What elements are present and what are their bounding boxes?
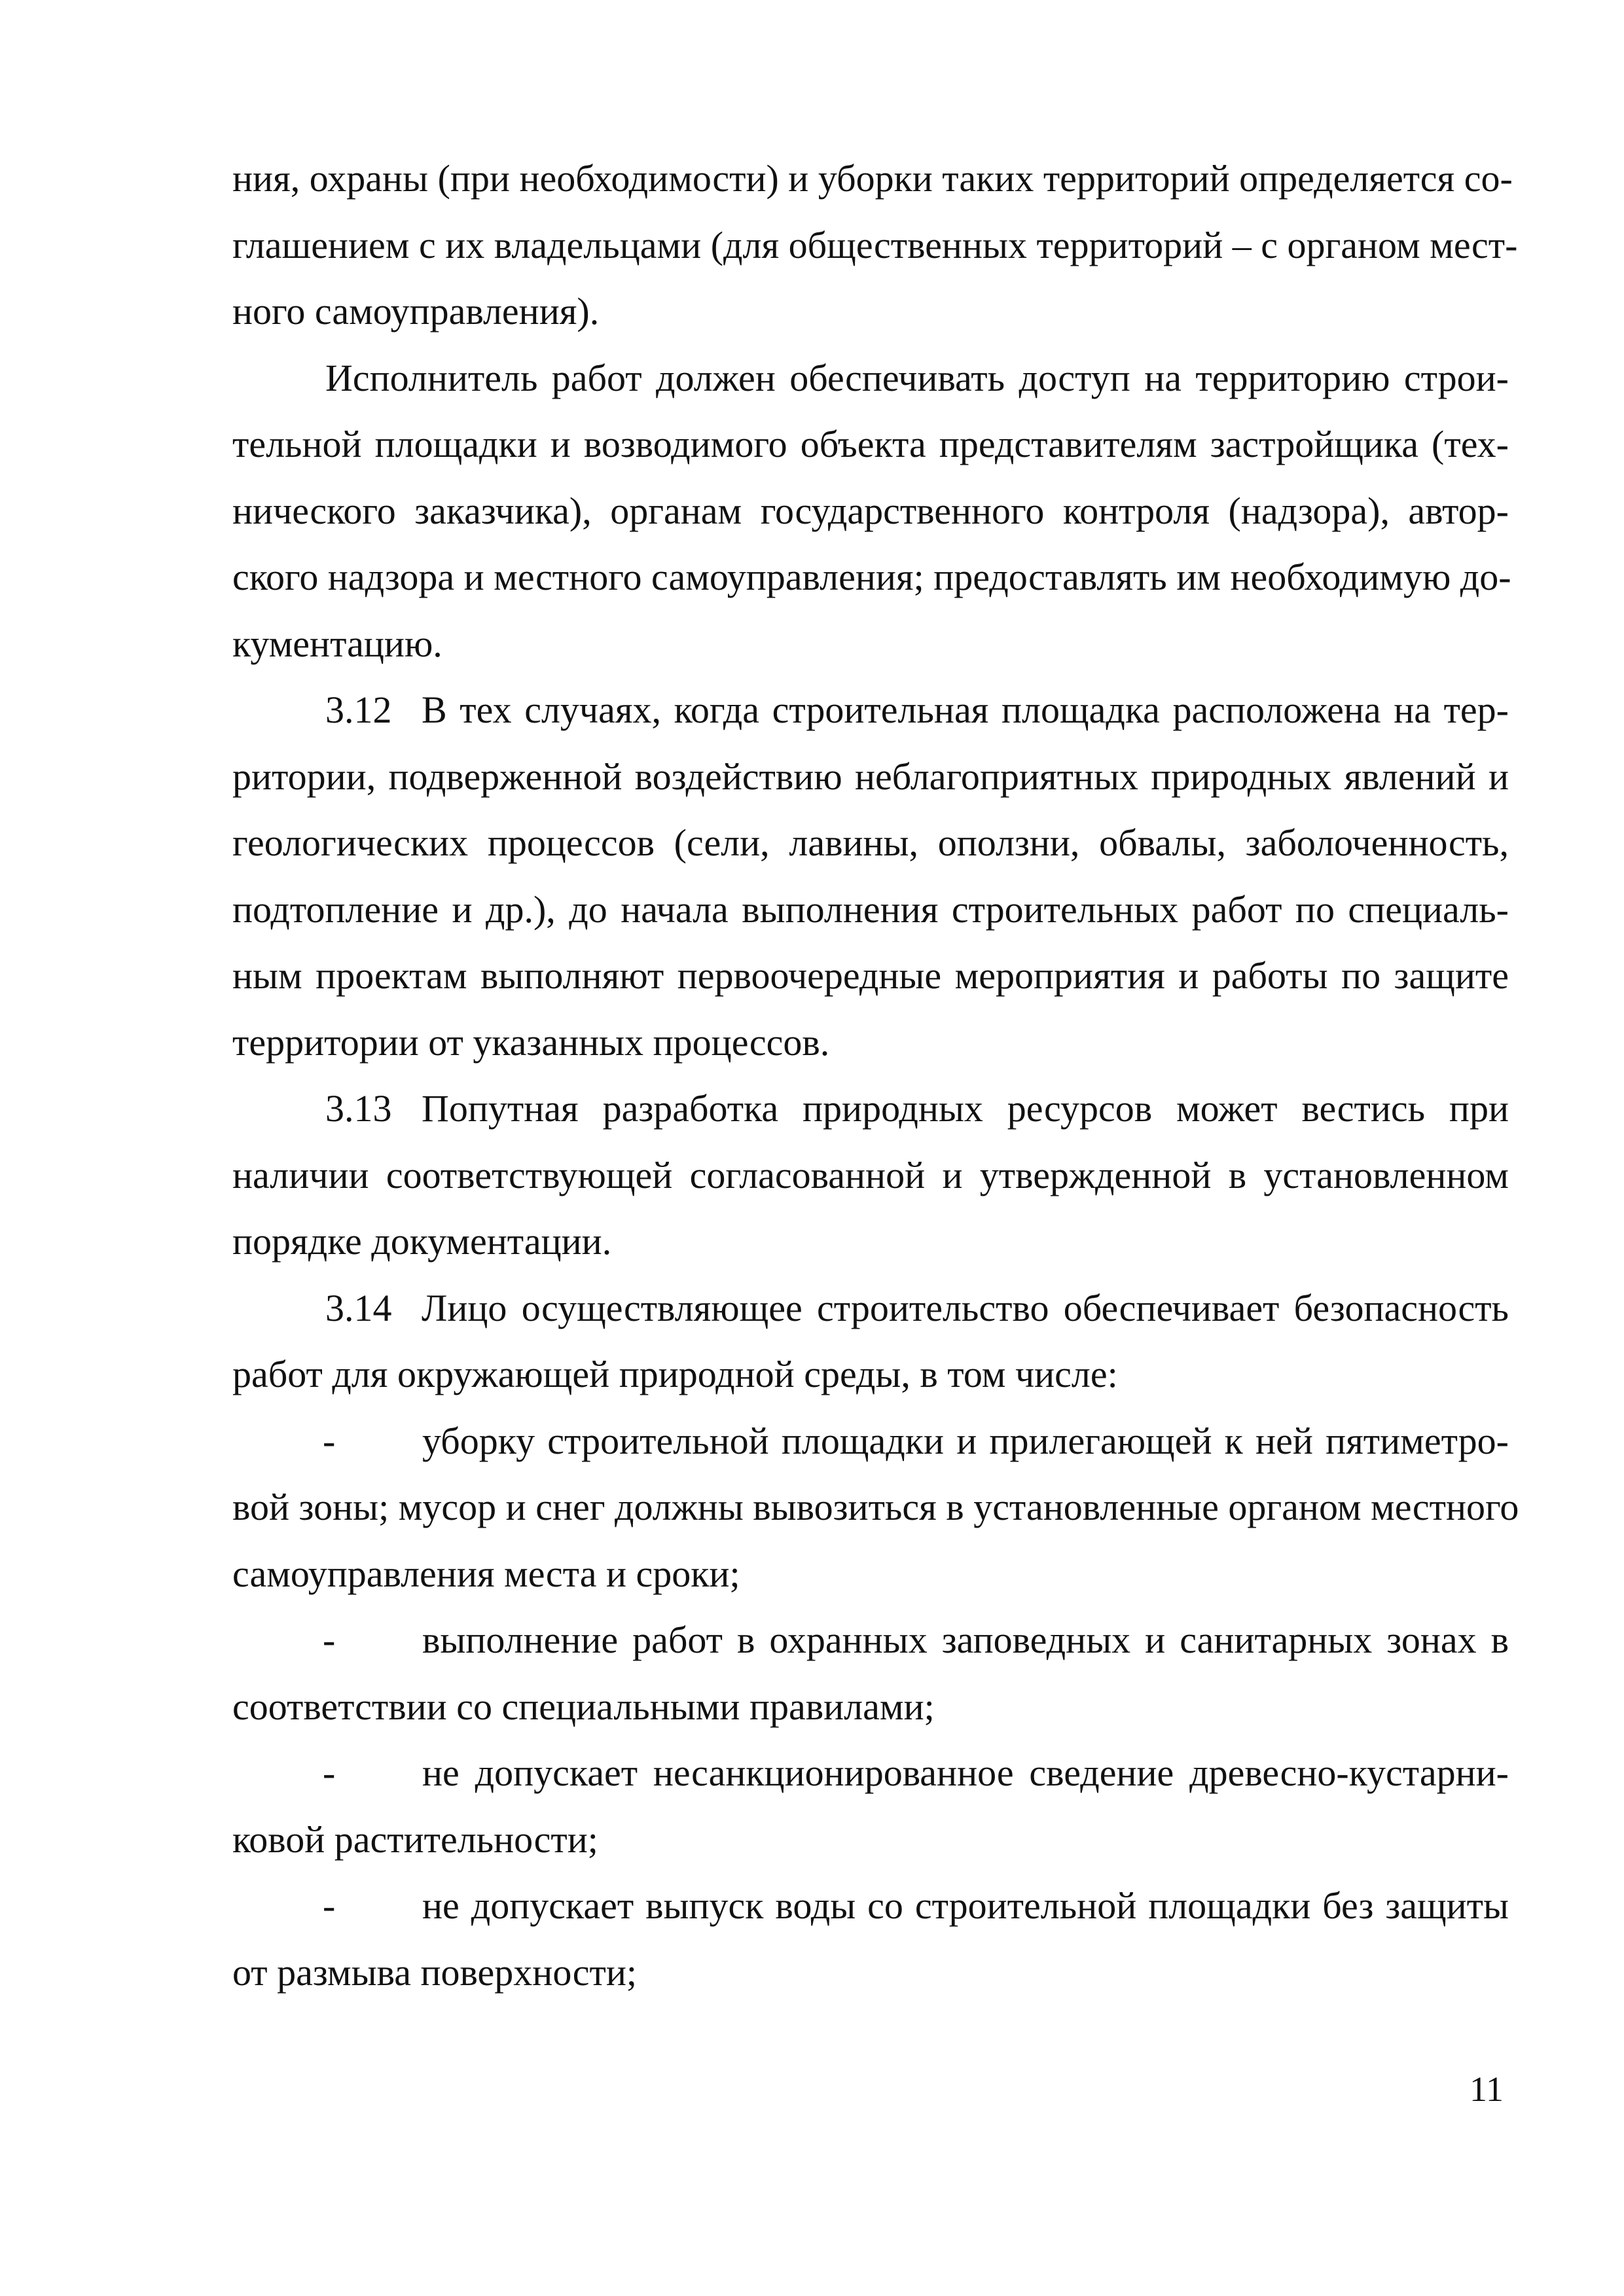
list-dash: - [323, 1619, 336, 1661]
text-line: геологических процессов (сели, лавины, оползни, обвалы, заболоченность, [232, 821, 1509, 864]
text-line: вой зоны; мусор и снег должны вывозиться в установленные органом местного [232, 1486, 1519, 1528]
document-page [232, 145, 1519, 2005]
clause-3-13-first-line [232, 1075, 1509, 1142]
text-line: подтопление и др.), до начала выполнения строительных работ по специаль- [232, 888, 1509, 931]
text-line: ритории, подверженной воздействию неблагоприятных природных явлений и [232, 755, 1509, 798]
list-item [232, 1740, 1509, 1806]
text-line: ковой растительности; [232, 1818, 598, 1861]
text-line: ния, охраны (при необходимости) и уборки таких территорий определяется со- [232, 157, 1513, 200]
text-line: нического заказчика), органам государственного контроля (надзора), автор- [232, 489, 1509, 532]
list-item-text: не допускает несанкционированное сведение древесно-кустарни- [422, 1751, 1509, 1794]
text-line: территории от указанных процессов. [232, 1020, 830, 1064]
text-line: самоуправления места и сроки; [232, 1552, 740, 1595]
clause-number: 3.12 [325, 689, 392, 731]
text-line: глашением с их владельцами (для общественных территорий – с органом мест- [232, 223, 1518, 266]
clause-text: Лицо осуществляющее строительство обеспечивает безопасность [422, 1286, 1509, 1329]
list-dash: - [323, 1751, 336, 1794]
text-line: работ для окружающей природной среды, в том числе: [232, 1353, 1118, 1395]
clause-number: 3.14 [325, 1286, 392, 1329]
clause-3-14-first-line [232, 1275, 1509, 1342]
paragraph-first-line: Исполнитель работ должен обеспечивать доступ на территорию строи- [325, 356, 1509, 399]
list-item [232, 1607, 1509, 1674]
text-line: порядке документации. [232, 1220, 612, 1263]
text-line: тельной площадки и возводимого объекта представителям застройщика (тех- [232, 423, 1509, 465]
clause-text: В тех случаях, когда строительная площадка расположена на тер- [422, 689, 1509, 731]
list-dash: - [323, 1884, 336, 1927]
text-line: ным проектам выполняют первоочередные мероприятия и работы по защите [232, 954, 1509, 997]
text-line: кументацию. [232, 622, 442, 665]
list-item-text: не допускает выпуск воды со строительной площадки без защиты [422, 1884, 1509, 1927]
text-line: ного самоуправления). [232, 290, 600, 332]
list-dash: - [323, 1419, 336, 1462]
list-item [232, 1408, 1509, 1475]
list-item [232, 1873, 1509, 1939]
list-item-text: выполнение работ в охранных заповедных и санитарных зонах в [422, 1619, 1509, 1661]
text-line: ского надзора и местного самоуправления; предоставлять им необходимую до- [232, 556, 1511, 598]
clause-3-12-first-line [232, 677, 1509, 744]
page-number: 11 [1470, 2070, 1504, 2109]
text-line: наличии соответствующей согласованной и утвержденной в установленном [232, 1153, 1509, 1196]
text-line: соответствии со специальными правилами; [232, 1685, 935, 1728]
clause-number: 3.13 [325, 1087, 392, 1130]
clause-text: Попутная разработка природных ресурсов может вестись при [422, 1087, 1509, 1130]
text-line: от размыва поверхности; [232, 1950, 638, 1994]
list-item-text: уборку строительной площадки и прилегающей к ней пятиметро- [422, 1419, 1509, 1462]
